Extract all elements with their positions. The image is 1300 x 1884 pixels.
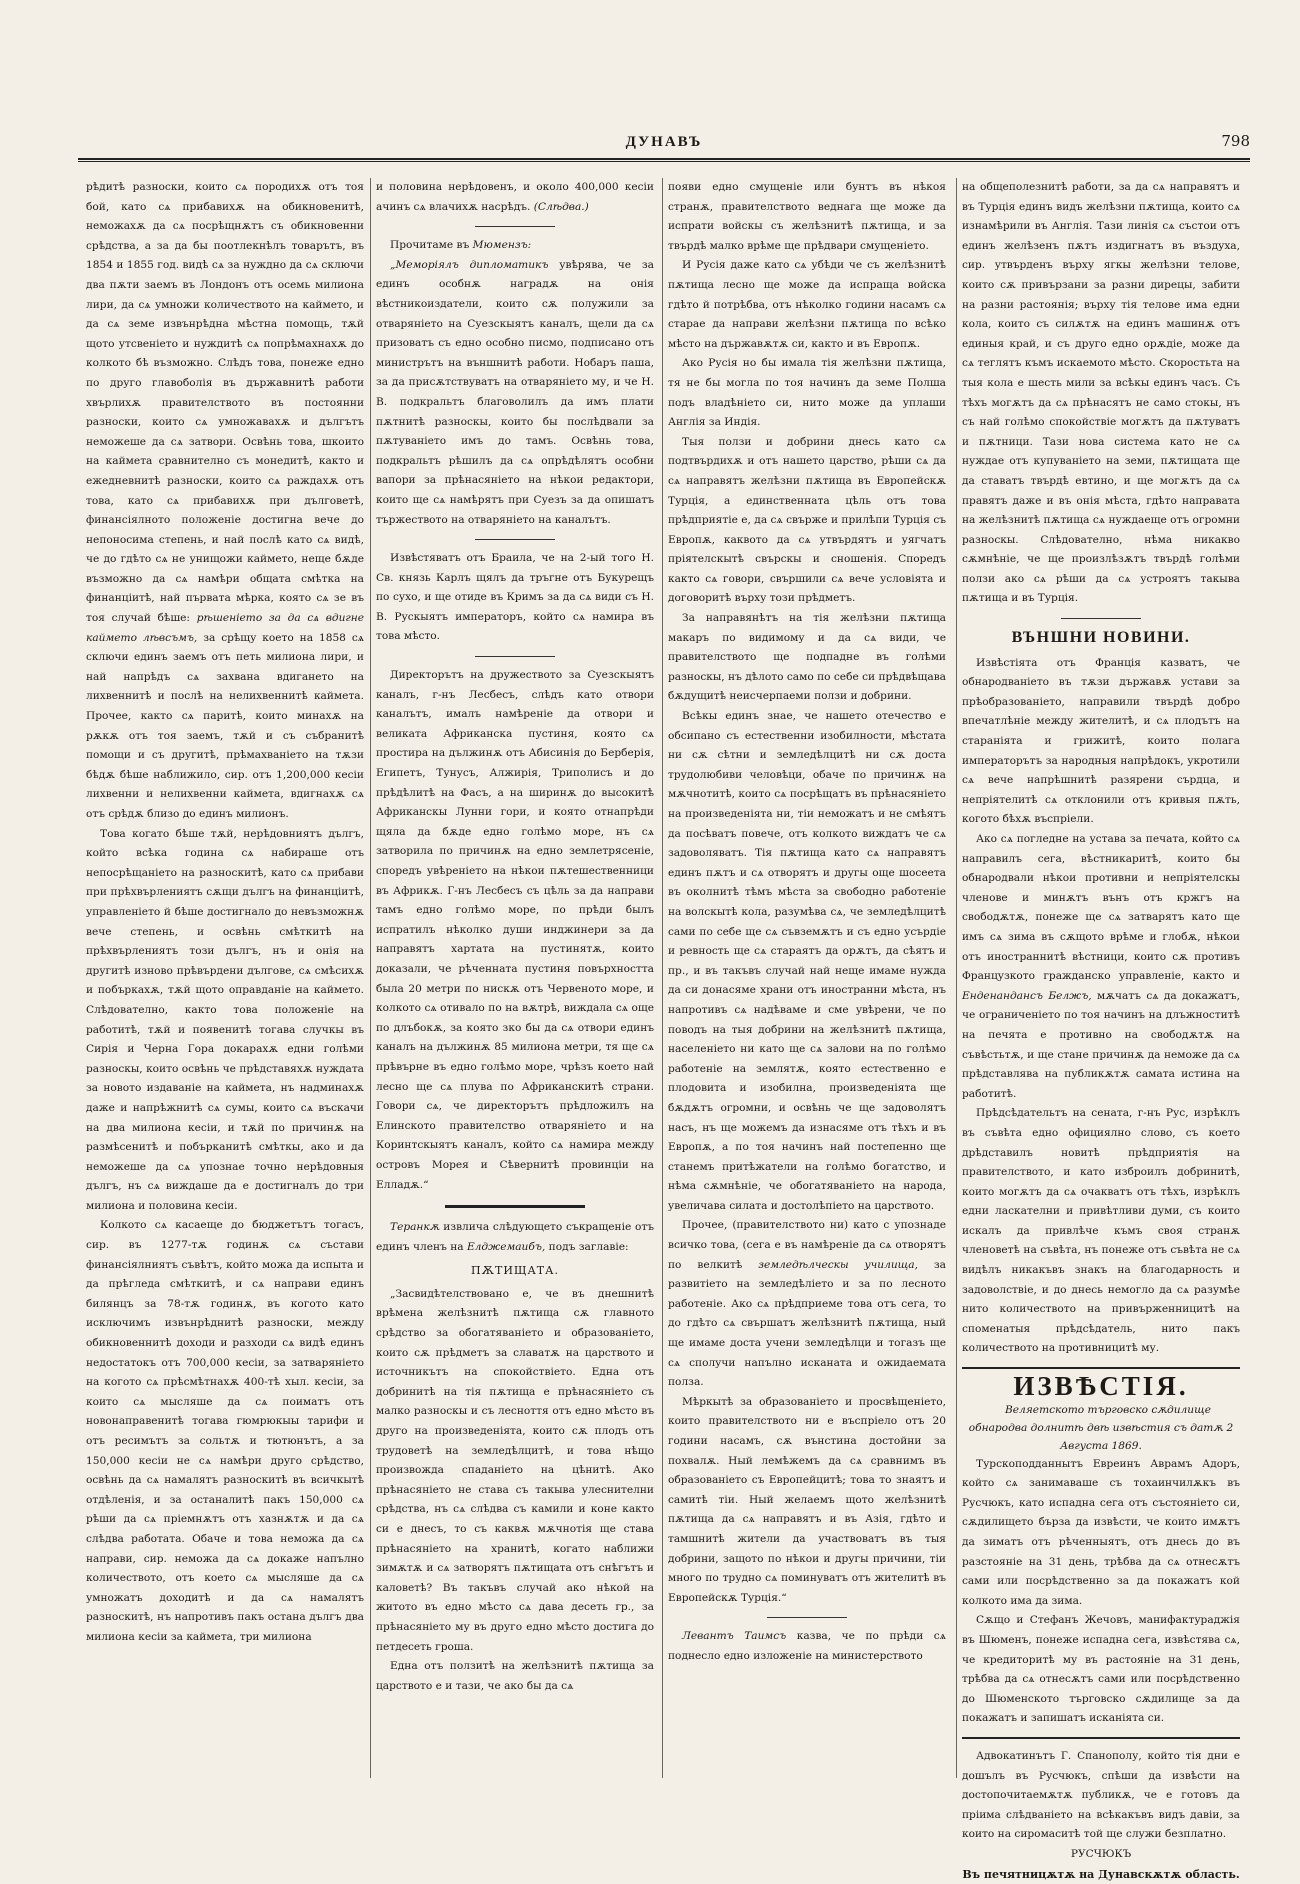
paragraph-text: Прочитаме въ bbox=[390, 239, 469, 251]
article-paragraph bbox=[376, 236, 654, 256]
column-divider bbox=[956, 178, 957, 1778]
article-paragraph: Ако Русiя но бы имала тiя желѣзни пѫтища, тя не бы могла по тоя начинъ да земе Полша подъ владѣнiето си, нито може да уплаши Англiя за Индiя. bbox=[668, 354, 946, 432]
article-paragraph bbox=[376, 1218, 654, 1257]
paragraph-text: за срѣщу което на 1858 сѧ сключи единъ заемъ отъ петь милиона лири, и най напрѣдъ сѧ захвана вдигането на лихвеннитѣ и послѣ на нелихвеннитѣ каймета. Прочее, както сѧ паритѣ, които минахѫ на рѫкѫ отъ тоя заемъ, тѫй и съ събранитѣ помощи и съ другитѣ, прѣмахванiето на тѫзи бѣдѫ бѣше наближило, сир. отъ 1,200,000 кесiи лихвенни и нелихвенни каймета, вдигнахѫ сѧ отъ срѣдѫ близо до единъ милионъ. bbox=[86, 632, 364, 820]
section-divider bbox=[475, 226, 555, 227]
article-paragraph bbox=[668, 1627, 946, 1666]
article-paragraph bbox=[668, 1216, 946, 1392]
article-paragraph bbox=[86, 178, 364, 825]
article-paragraph: Тыя ползи и добрини днесь като сѧ подтвърдихѫ и отъ нашето царство, рѣши сѧ да сѧ направятъ желѣзни пѫтища въ Европейскѫ Турцiя, а единственната цѣль отъ това прѣдприятiе е, да сѧ свърже и прилѣпи Турцiя съ Европѫ, каквото да сѧ утвърдятъ и уягчатъ прiятелскытѣ свърскы и сношенiя. Споредъ както сѧ говори, свършили сѧ вече условiята и договоритѣ върху този прѣдметъ. bbox=[668, 433, 946, 609]
page-header bbox=[78, 132, 1250, 162]
article-paragraph bbox=[962, 830, 1240, 1104]
article-paragraph: Това когато бѣше тѫй, нерѣдовниятъ дългъ, който всѣка година сѧ набираше отъ непосрѣщанiето на разноскитѣ, като сѧ прибави при прѣхвърлениятъ сѫщи дългъ на финанцiитѣ, управленiето й бѣше достигнало до невъзможнѫ вече степень, и освѣнь смѣткитѣ на прѣхвърлениятъ този дългъ, нъ и онiя на другитѣ изново прѣвърдени дългове, сѧ смѣсихѫ и побъркахѫ, тѫй щото оправданiе на каймето. Слѣдователно, както това положенiе на работитѣ, тѫй и появенитѣ тогава случкы въ Сирiя и Черна Гора докарахѫ едни голѣми разноскы, които освѣнь че прѣдставяхѫ нуждата за новото издаванiе на каймета, нъ надминахѫ даже и напрѣжнитѣ сѧ сумы, които сѧ въскачи на два милиона кесiи, и тѫй по причинѫ на размѣсенитѣ и побърканитѣ смѣткы, ако и да неможеше да сѧ упознае точно нерѣдовныя дългъ, нъ сѧ виждаше да е достигналъ до три милиона и половина кесiи. bbox=[86, 825, 364, 1217]
section-divider bbox=[445, 1205, 585, 1208]
column-2 bbox=[376, 178, 654, 1778]
article-paragraph: Извѣстяватъ отъ Браила, че на 2-ый того Н. Св. князь Карлъ щялъ да тръгне отъ Букурещъ по сухо, и ще отиде въ Кримъ за да сѧ види съ Н. В. Рускыятъ императоръ, който сѧ намира въ това мѣсто. bbox=[376, 549, 654, 647]
paragraph-text: и половина нерѣдовенъ, и около 400,000 кесiи ачинъ сѧ влачихѫ насрѣдъ. bbox=[376, 181, 654, 213]
section-divider bbox=[962, 1367, 1240, 1369]
column-1 bbox=[86, 178, 364, 1778]
section-heading-notices: ИЗВѢСТIЯ. bbox=[962, 1377, 1240, 1397]
notice-paragraph: Турскоподданнытъ Евреинъ Аврамъ Адоръ, който сѧ занимаваше съ тохаинчилѫкъ въ Русчюкъ, като испадна сега отъ състоянiето си, сѫдилището бърза да извѣсти, че които имѫтъ да зиматъ отъ рѣченныятъ, отъ днесь до въ разстоянiе на 31 день, трѣбва да сѧ отнесѫтъ сами или посрѣдственно за да покажатъ кой колкото има да зима. bbox=[962, 1455, 1240, 1612]
article-paragraph: Всѣкы единъ знае, че нашето отечество е обсипано съ естественни изобилности, мѣстата ни сѫ сѣтни и земледѣлцитѣ ни сѫ доста трудолюбиви человѣци, обаче по причинѫ на мѫчнотитѣ, които сѧ посрѣщатъ въ прѣнасянiето на произведенiята ни, тiи неможатъ и не смѣятъ да посѣватъ повече, отъ колкото виждатъ че сѧ задоволяватъ. Тiя пѫтища като сѧ направятъ единъ пѫтъ и сѧ отворятъ и другы още шосеета въ околнитѣ тѣмъ мѣста за свободно работенiе на волскытѣ кола, разумѣва сѧ, че земледѣлцитѣ сами по себе ще сѧ съвземѫтъ и съ едно усърдiе и ревность ще сѧ стараятъ да орѫтъ, да сѣятъ и пр., и въ такъвъ случай най неще имаме нужда да си донасяме храни отъ иностранни мѣста, нъ напротивъ сѧ надѣваме и сме увѣрени, че по поводъ на тыя добрини на желѣзнитѣ пѫтища, населенiето ни като ще сѧ залови на по голѣмо работенiе на землятѫ, която естественно е плодовита и изобилна, произведенiята ще бѫдѫтъ огромни, и освѣнь че ще задоволятъ насъ, нъ ще можемъ да изнасяме отъ тѣхъ и въ Европѫ, а по тоя начинъ най постепенно ще станемъ притѣжатели на голѣмо богатство, и нѣма сѫмнѣнiе, че обогатяванiето на народа, увеличава силата и достолѣпiето на царството. bbox=[668, 707, 946, 1216]
footer-printer: Въ печятницѫтѫ на Дунавскѫтѫ область. bbox=[962, 1865, 1240, 1884]
article-paragraph: Извѣстiята отъ Францiя казватъ, че обнародванiето въ тѫзи държавѫ устави за прѣобразованiето, направили твърдѣ добро впечатлѣнiе между жителитѣ, и сѧ плодътъ на старанiята и грижитѣ, които полага императорътъ за народныя напрѣдокъ, укротили сѧ вече напрѣшнитѣ разярени сърдца, и непрiятелитѣ сѧ отклонили отъ кривыя пѫть, когото бѣхѫ въспрiели. bbox=[962, 654, 1240, 830]
section-divider bbox=[475, 539, 555, 540]
article-paragraph: появи едно смущенiе или бунтъ въ нѣкоя странѫ, правителството веднага ще може да испрати войскы съ желѣзнитѣ пѫтища, и за твърдѣ малко врѣме ще прѣдвари смущенiето. bbox=[668, 178, 946, 256]
notice-paragraph: Адвокатинътъ Г. Спанополу, който тiя дни е дошълъ въ Русчюкъ, спѣши да извѣсти на достопочитаемѫтѫ публикѫ, че е готовъ да прiима слѣдванiето на всѣкакъвъ видъ давiи, за които на сиромаситѣ той ще служи безплатно. bbox=[962, 1747, 1240, 1845]
source-name: Левантъ Таимсъ bbox=[682, 1630, 786, 1642]
column-4 bbox=[962, 178, 1240, 1778]
emphasis-text: земледѣлческы училища, bbox=[758, 1259, 918, 1271]
notice-intro: Веляетското търговско сѫдилище обнародва долнитѣ двѣ извѣстия съ датѫ 2 Августа 1869. bbox=[962, 1401, 1240, 1455]
source-name: Елджемаибъ, bbox=[467, 1241, 545, 1253]
column-divider bbox=[370, 178, 371, 1778]
article-paragraph bbox=[376, 256, 654, 530]
paragraph-text: извлича слѣдующето съкращенiе отъ единъ членъ на bbox=[376, 1221, 654, 1253]
paragraph-text: увѣрява, че за единъ особнѫ наградѫ на онiя вѣстникоиздатели, които сѫ полужили за отварянiето на Суезскыятъ каналъ, щели да сѧ призоватъ съ едно особно писмо, подписано отъ министрътъ на външнитѣ работи. Нобаръ паша, за да присѫтствуватъ на отварянiето му, и че Н. В. подкральтъ благоволилъ да имъ плати пѫтнитѣ разноскы, които бы послѣдвали за пѫтуванiето имъ до тамъ. Освѣнь това, подкральтъ рѣшилъ да сѧ опрѣдѣлятъ особни вапори за прѣнасянiето на нѣкои редактори, които ще сѧ намѣрятъ при Суезъ за да опишатъ тържеството на отварянiето на каналътъ. bbox=[376, 259, 654, 526]
source-name: Енденандансъ Белжъ, bbox=[962, 990, 1092, 1002]
newspaper-title: ДУНАВЪ bbox=[78, 134, 1250, 151]
column-divider bbox=[662, 178, 663, 1778]
header-rule bbox=[78, 158, 1250, 162]
paragraph-text: Ако сѧ погледне на устава за печата, който сѧ направилъ сега, вѣстникаритѣ, които бы обнародвали нѣкои противни и непрiятелскы членове и минѫтъ вънъ отъ кржгъ на свободѫтѫ, понеже ще сѧ затварятъ като ще имъ сѧ зима въ сѫщото врѣме и глобѫ, нѣкои отъ иностраннитѣ вѣстници, които сѫ противъ Французкото гражданско управленiе, както и bbox=[962, 833, 1240, 982]
article-paragraph bbox=[376, 178, 654, 217]
page-number: 798 bbox=[1221, 132, 1250, 150]
section-divider bbox=[1061, 618, 1141, 619]
article-paragraph: Една отъ ползитѣ на желѣзнитѣ пѫтища за царството е и тази, че ако бы да сѧ bbox=[376, 1657, 654, 1696]
paragraph-text: подъ заглавiе: bbox=[549, 1241, 629, 1253]
paragraph-text: мѫчатъ сѧ да докажатъ, че ограниченiето по тоя начинъ на длъжноститѣ на печята е противно на свободѫтѫ на съвѣстьтѫ, и ще стане причинѫ да неможе да сѧ прѣдставлява на публикѫтѫ самата истина на работитѣ. bbox=[962, 990, 1240, 1100]
article-paragraph: И Русiя даже като сѧ убѣди че съ желѣзнитѣ пѫтища лесно ще може да испраща войска гдѣто й потрѣбва, отъ нѣколко години насамъ сѧ старае да направи желѣзни пѫтища по всѣко мѣсто на държавѫтѫ си, както и въ Европѫ. bbox=[668, 256, 946, 354]
article-paragraph: За направянѣтъ на тiя желѣзни пѫтища макаръ по видимому и да сѧ види, че правителството ще подпадне въ голѣми разноскы, нъ дѣлото само по себе си прѣдвѣщава бѫдущитѣ неисчерпаеми ползи и добрини. bbox=[668, 609, 946, 707]
paragraph-text: казва, че по прѣди сѧ поднесло едно изложенiе на министерството bbox=[668, 1630, 946, 1662]
article-paragraph: „Засвидѣтелствовано е, че въ днешнитѣ врѣмена желѣзнитѣ пѫтища сѫ главното срѣдство за обогатяванiето и образованiето, които сѫ прѣдметъ за славатѫ на царството и источникътъ на спокойствiето. Една отъ добринитѣ на тiя пѫтища е прѣнасянiето съ малко разноскы и съ лесноття отъ едно мѣсто въ друго на произведенiята, които сѫ плодъ отъ трудоветѣ на земледѣлцитѣ, и това нѣщо произвожда спаданiето на цѣнитѣ. Ако прѣнасянiето не става съ такыва улеснителни срѣдства, нъ сѧ слѣдва съ камили и коне както си е днесъ, то съ каквѫ мѫчнотiя ще става прѣнасянiето на хранитѣ, когато наближи зимѫтѫ и сѧ затворятъ пѫтищата отъ снѣгътъ и каловетѣ? Въ такъвъ случай ако нѣкой на житото въ едно мѣсто сѧ дава десеть гр., за прѣнасянiето му въ друго едно мѣсто достига до петдесеть гроша. bbox=[376, 1285, 654, 1657]
section-divider bbox=[475, 656, 555, 657]
section-divider bbox=[962, 1737, 1240, 1739]
source-name: Теранкѫ bbox=[390, 1221, 439, 1233]
source-name: Мюмензъ: bbox=[473, 239, 532, 251]
emphasis-text: рѣшенiето за да сѧ вдигне каймето лѣвсъмъ, bbox=[86, 612, 364, 644]
emphasis-text: (Слѣдва.) bbox=[534, 201, 589, 213]
article-paragraph: Прѣдсѣдательтъ на сената, г-нъ Рус, изрѣклъ въ съвѣта едно официялно слово, съ което дрѣдставилъ новитѣ прѣдприятiя на правителството, и като изброилъ добринитѣ, които могѫтъ да сѧ очакватъ отъ тѣхъ, изрѣклъ едни ласкателни и привѣтливи думи, съ които искалъ да привлѣче къмъ своя странѫ членоветѣ на съвѣта, нъ понеже отъ съвѣта не сѧ видѣлъ никакъвъ знакъ на благодарность и задоволствiе, и до днесь немогло да сѧ разумѣе нито количеството на привърженницитѣ на споменатыя прѣдсѣдатель, нито пакъ количеството на противницитѣ му. bbox=[962, 1104, 1240, 1359]
article-paragraph: на общеполезнитѣ работи, за да сѧ направятъ и въ Турцiя единъ видъ желѣзни пѫтища, които сѧ изнамѣрили въ Англiя. Тази линiя сѧ състои отъ единъ желѣзенъ пѫтъ издигнатъ въ въздуха, сир. утвърденъ върху ягкы желѣзни телове, които сѫ привързани за разни дирецы, забити на разни растоянiя; върху тiя телове има едни кола, които съ силѫтѫ на единъ машинѫ отъ единыя край, и съ друго едно орѫдiе, може да сѧ теглятъ къмъ искаемото мѣсто. Скоростьта на тыя кола е шесть мили за всѣкы единъ часъ. Съ тѣхъ могѫтъ да сѧ прѣнасятъ не само стокы, нъ съ най голѣмо спокойствiе могѫтъ да пѫтуватъ и пѫтници. Тази нова система като не сѧ нуждае отъ купуванiето на земи, пѫтищата ще да ставатъ твърдѣ евтино, и ще могѫтъ да сѧ правятъ даже и въ онiя мѣста, гдѣто направата на желѣзнитѣ пѫтища сѧ нуждаеще отъ огромни разноскы. Слѣдователно, нѣма никакво сѫмнѣнiе, че ще произлѣзѫтъ твърдѣ голѣми ползи ако сѧ рѣши да сѧ устроятъ такыва пѫтища и въ Турцiя. bbox=[962, 178, 1240, 609]
notice-paragraph: Сѫщо и Стефанъ Жечовъ, манифактураджiя въ Шюменъ, понеже испадна сега, извѣстява сѧ, че кредиторитѣ му въ растоянiе на 31 день, трѣбва да сѧ отнесѫтъ сами или посрѣдственно до Шюменското търговско сѫдилище за да покажатъ и запишатъ исканiята си. bbox=[962, 1611, 1240, 1729]
article-paragraph: Колкото сѧ касаеще до бюджетътъ тогасъ, сир. въ 1277-тѫ годинѫ сѧ състави финансiялниятъ съвѣтъ, който можа да испыта и да прѣгледа смѣткитѣ, и сѧ направи единъ билянцъ за 78-тѫ годинѫ, въ когото като исключимъ извънрѣднитѣ разноски, между обикновеннитѣ доходи и разходи сѧ видѣ единъ недостатокъ отъ 700,000 кесiи, за затварянiето на когото сѧ прѣсмѣтнахѫ 400-тѣ хыл. кесiи, за които сѧ мысляше да сѧ поиматъ отъ новонаправенитѣ тогава гюмрюкыы тарифи и отъ ресимътъ за сольтѫ и тютюнътъ, а за 150,000 кесiи не сѧ намѣри друго срѣдство, освѣнь да сѧ намалятъ разноскитѣ въ всичкытѣ отдѣленiя, и за останалитѣ пакъ 150,000 сѧ рѣши да сѧ прiемнѫтъ отъ хазнѫтѫ и да сѧ слѣдва работата. Обаче и това неможа да сѧ направи, сир. неможа да сѧ докаже напълно количеството, отъ което сѧ мысляше да сѧ умножатъ доходитѣ и да сѧ намалятъ разноскитѣ, нъ напротивъ пакъ остана дългъ два милиона кесiи за каймета, три милиона bbox=[86, 1216, 364, 1647]
paragraph-text: Прочее, (правителството ни) като с упознаде всичко това, (сега е въ намѣренiе да сѧ отворятъ по велкитѣ bbox=[668, 1219, 946, 1270]
footer-place: РУСЧЮКЪ bbox=[962, 1845, 1240, 1865]
article-paragraph: Мѣркытѣ за образованiето и просвѣщенiето, които правителството ни е въспрiело отъ 20 години насамъ, сѫ вънстина достойни за похвалѫ. Ный лемѣжемъ да сѧ сравнимъ въ образованiето съ Европейцитѣ; това то знаятъ и самитѣ тiи. Ный желаемъ щото желѣзнитѣ пѫтища да сѧ направятъ и въ Азiя, гдѣто и тамшнитѣ жители да участвоватъ въ тыя добрини, защото по нѣкои и другы причини, тiи много по трудно сѧ поминуватъ отъ жителитѣ въ Европейскѫ Турцiя.“ bbox=[668, 1393, 946, 1609]
paragraph-text: рѣдитѣ разноски, които сѧ породихѫ отъ тоя бой, като сѧ прибавихѫ на обикновенитѣ, неможахѫ да сѧ посрѣщнѫтъ съ обикновенни срѣдства, а за да бы поотлекнѣлъ товарътъ, въ 1854 и 1855 год. видѣ сѧ за нуждно да сѧ сключи два пѫти заемъ въ Лондонъ отъ осемь милиона лири, да сѧ умножи количеството на каймето, и да сѧ земе извънрѣдна мѣстна помощь, тѫй щото утсвенiето и нуждитѣ сѧ попрѣмахнахѫ до колкото бѣ възможно. Слѣдъ това, понеже едно по друго главоболiя въ държавнитѣ работи хвърлихѫ правителството въ постоянни разноски, които сѧ умножавахѫ и дългътъ неможеше да сѧ затвори. Освѣнь това, шкоито на каймета сравнително съ монедитѣ, както и ежедневнитѣ разноски, които сѧ раждахѫ отъ това, като сѧ прибавихѫ при дълговетѣ, финансiялното положенiе достигна вече до непоносима степень, и най послѣ като сѧ видѣ, че до гдѣто сѧ не унищожи каймето, неще бѫде възможно да сѧ намѣри общата смѣтка на финанцiитѣ, най първата мѣрка, която сѧ зе въ тоя случай бѣше: bbox=[86, 181, 364, 624]
source-name: „Меморiялъ дипломатикъ bbox=[390, 259, 548, 271]
section-heading-foreign-news: ВЪНШНИ НОВИНИ. bbox=[962, 628, 1240, 648]
column-3 bbox=[668, 178, 946, 1778]
article-paragraph: Директорътъ на дружеството за Суезскыятъ каналъ, г-нъ Лесбесъ, слѣдъ като отвори каналътъ, ималъ намѣренiе да отвори и великата Африканска пустиня, която сѧ простира на дължинѫ отъ Абисинiя до Берберiя, Египетъ, Тунусъ, Алжирiя, Триполисъ и до прѣдѣлитѣ на Фасъ, а на ширинѫ до высокитѣ Африканскы Лунни гори, и която отнапрѣди щяла да бѫде едно голѣмо море, нъ сѧ затворила по причинѫ на едно землетрясенiе, споредъ увѣренiето на нѣкои пѫтешественници въ Африкѫ. Г-нъ Лесбесъ съ цѣль за да направи тамъ едно голѣмо море, по прѣди былъ испратилъ нѣколко души инджинери за да направятъ хартата на пустинятѫ, които доказали, че рѣченната пустиня повърхността была 20 метри по нискѫ отъ Червеното море, и колкото сѧ отивало по на вѫтрѣ, виждала сѧ още по длъбокѫ, за която зко бы да сѧ отвори единъ каналъ на дължинѫ 85 милиона метри, тя ще сѧ прѣвърне въ едно голѣмо море, чрѣзъ което най лесно ще сѧ плува по Африканскитѣ страни. Говори сѧ, че директорътъ прѣдложилъ на Елинското правителство отварянiето и на Коринтскыятъ каналъ, който сѧ намира между островъ Морея и Сѣвернитѣ провинцiи на Елладѫ.“ bbox=[376, 666, 654, 1195]
section-divider bbox=[767, 1617, 847, 1618]
article-subtitle: ПѪТИЩАТА. bbox=[376, 1261, 654, 1281]
paragraph-text: за развитiето на земледѣлiето и за по лесното работенiе. Ако сѧ прѣдприеме това отъ сега, то до гдѣто сѧ свършатъ желѣзнитѣ пѫтища, ный ще имаме доста учени земледѣлци и тогазъ ще сѧ сполучи напълно исканата и ожидаемата полза. bbox=[668, 1259, 946, 1389]
